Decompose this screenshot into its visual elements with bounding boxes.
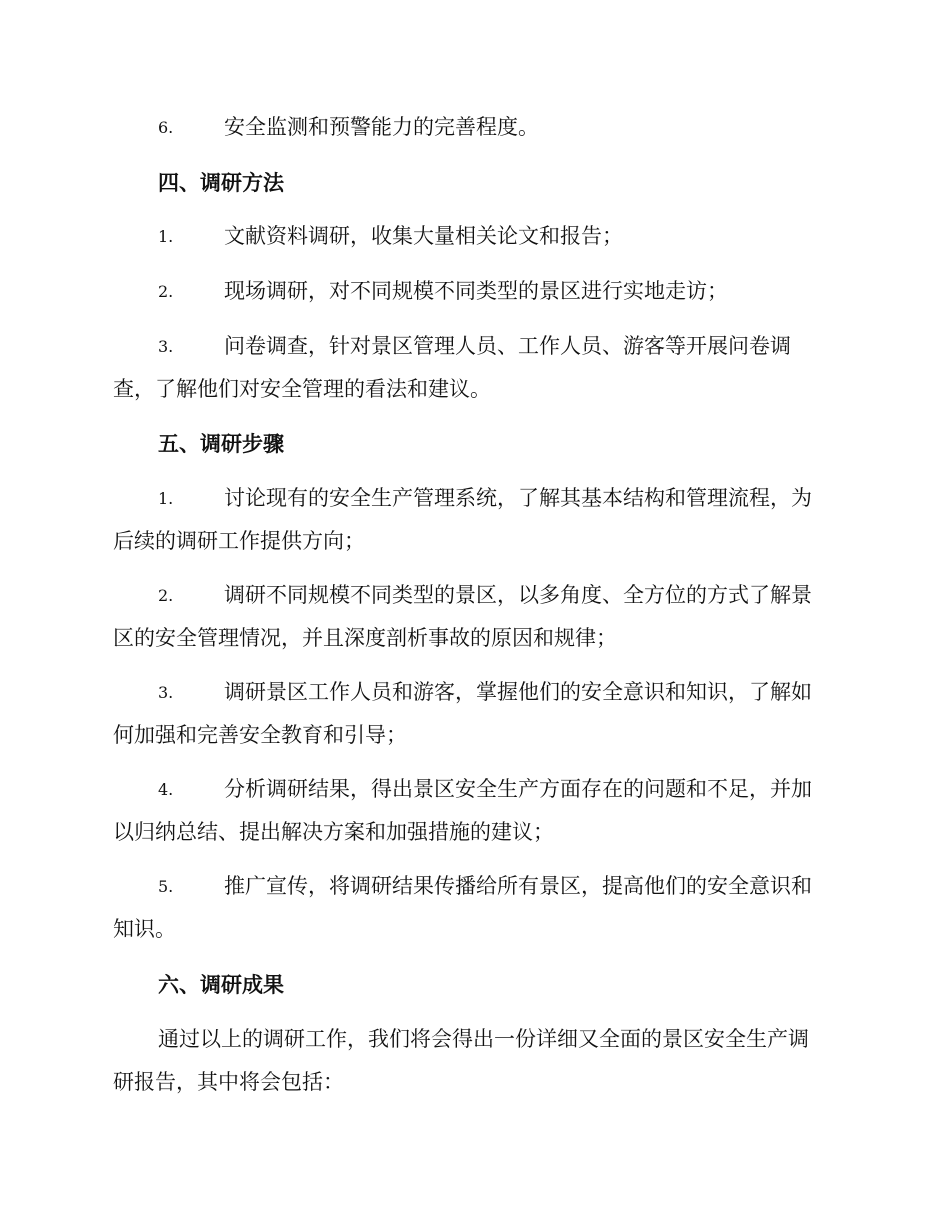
list-text-continued: 知识。 [113, 917, 176, 941]
list-number: 3. [158, 337, 174, 356]
list-item-s5-5 [113, 865, 838, 951]
list-text-continued: 区的安全管理情况，并且深度剖析事故的原因和规律； [113, 626, 617, 650]
section-heading-results: 六、调研成果 [158, 972, 284, 997]
list-text: 调研不同规模不同类型的景区，以多角度、全方位的方式了解景 [224, 583, 812, 607]
list-text-continued: 查，了解他们对安全管理的看法和建议。 [113, 377, 491, 401]
list-item-s4-1 [113, 215, 838, 258]
list-text-continued: 后续的调研工作提供方向； [113, 529, 365, 553]
list-text: 推广宣传，将调研结果传播给所有景区，提高他们的安全意识和 [224, 874, 812, 898]
section-heading-methods: 四、调研方法 [158, 170, 284, 195]
list-number: 2. [158, 586, 174, 605]
list-number: 6. [158, 118, 174, 137]
list-text: 安全监测和预警能力的完善程度。 [224, 115, 539, 139]
list-text: 讨论现有的安全生产管理系统，了解其基本结构和管理流程，为 [224, 486, 812, 510]
list-number: 1. [158, 227, 174, 246]
list-number: 4. [158, 780, 174, 799]
list-item-s5-3 [113, 671, 838, 757]
list-item-s5-4 [113, 768, 838, 854]
list-item-s4-2 [113, 270, 838, 313]
list-text: 分析调研结果，得出景区安全生产方面存在的问题和不足，并加 [224, 777, 812, 801]
list-text: 文献资料调研，收集大量相关论文和报告； [224, 224, 623, 248]
list-item-s5-1 [113, 477, 838, 563]
list-item-s4-3 [113, 325, 838, 411]
list-text: 调研景区工作人员和游客，掌握他们的安全意识和知识，了解如 [224, 680, 812, 704]
paragraph-text-continued: 研报告，其中将会包括： [113, 1070, 344, 1094]
list-item-s3-6 [113, 106, 838, 149]
list-item-s5-2 [113, 574, 838, 660]
paragraph-results [113, 1018, 838, 1104]
list-number: 2. [158, 282, 174, 301]
list-text: 现场调研，对不同规模不同类型的景区进行实地走访； [224, 279, 728, 303]
list-text-continued: 何加强和完善安全教育和引导； [113, 723, 407, 747]
paragraph-text: 通过以上的调研工作，我们将会得出一份详细又全面的景区安全生产调 [158, 1027, 809, 1051]
list-number: 5. [158, 877, 174, 896]
list-number: 1. [158, 489, 174, 508]
list-text-continued: 以归纳总结、提出解决方案和加强措施的建议； [113, 820, 554, 844]
section-heading-steps: 五、调研步骤 [158, 431, 284, 456]
list-number: 3. [158, 683, 174, 702]
list-text: 问卷调查，针对景区管理人员、工作人员、游客等开展问卷调 [224, 334, 791, 358]
